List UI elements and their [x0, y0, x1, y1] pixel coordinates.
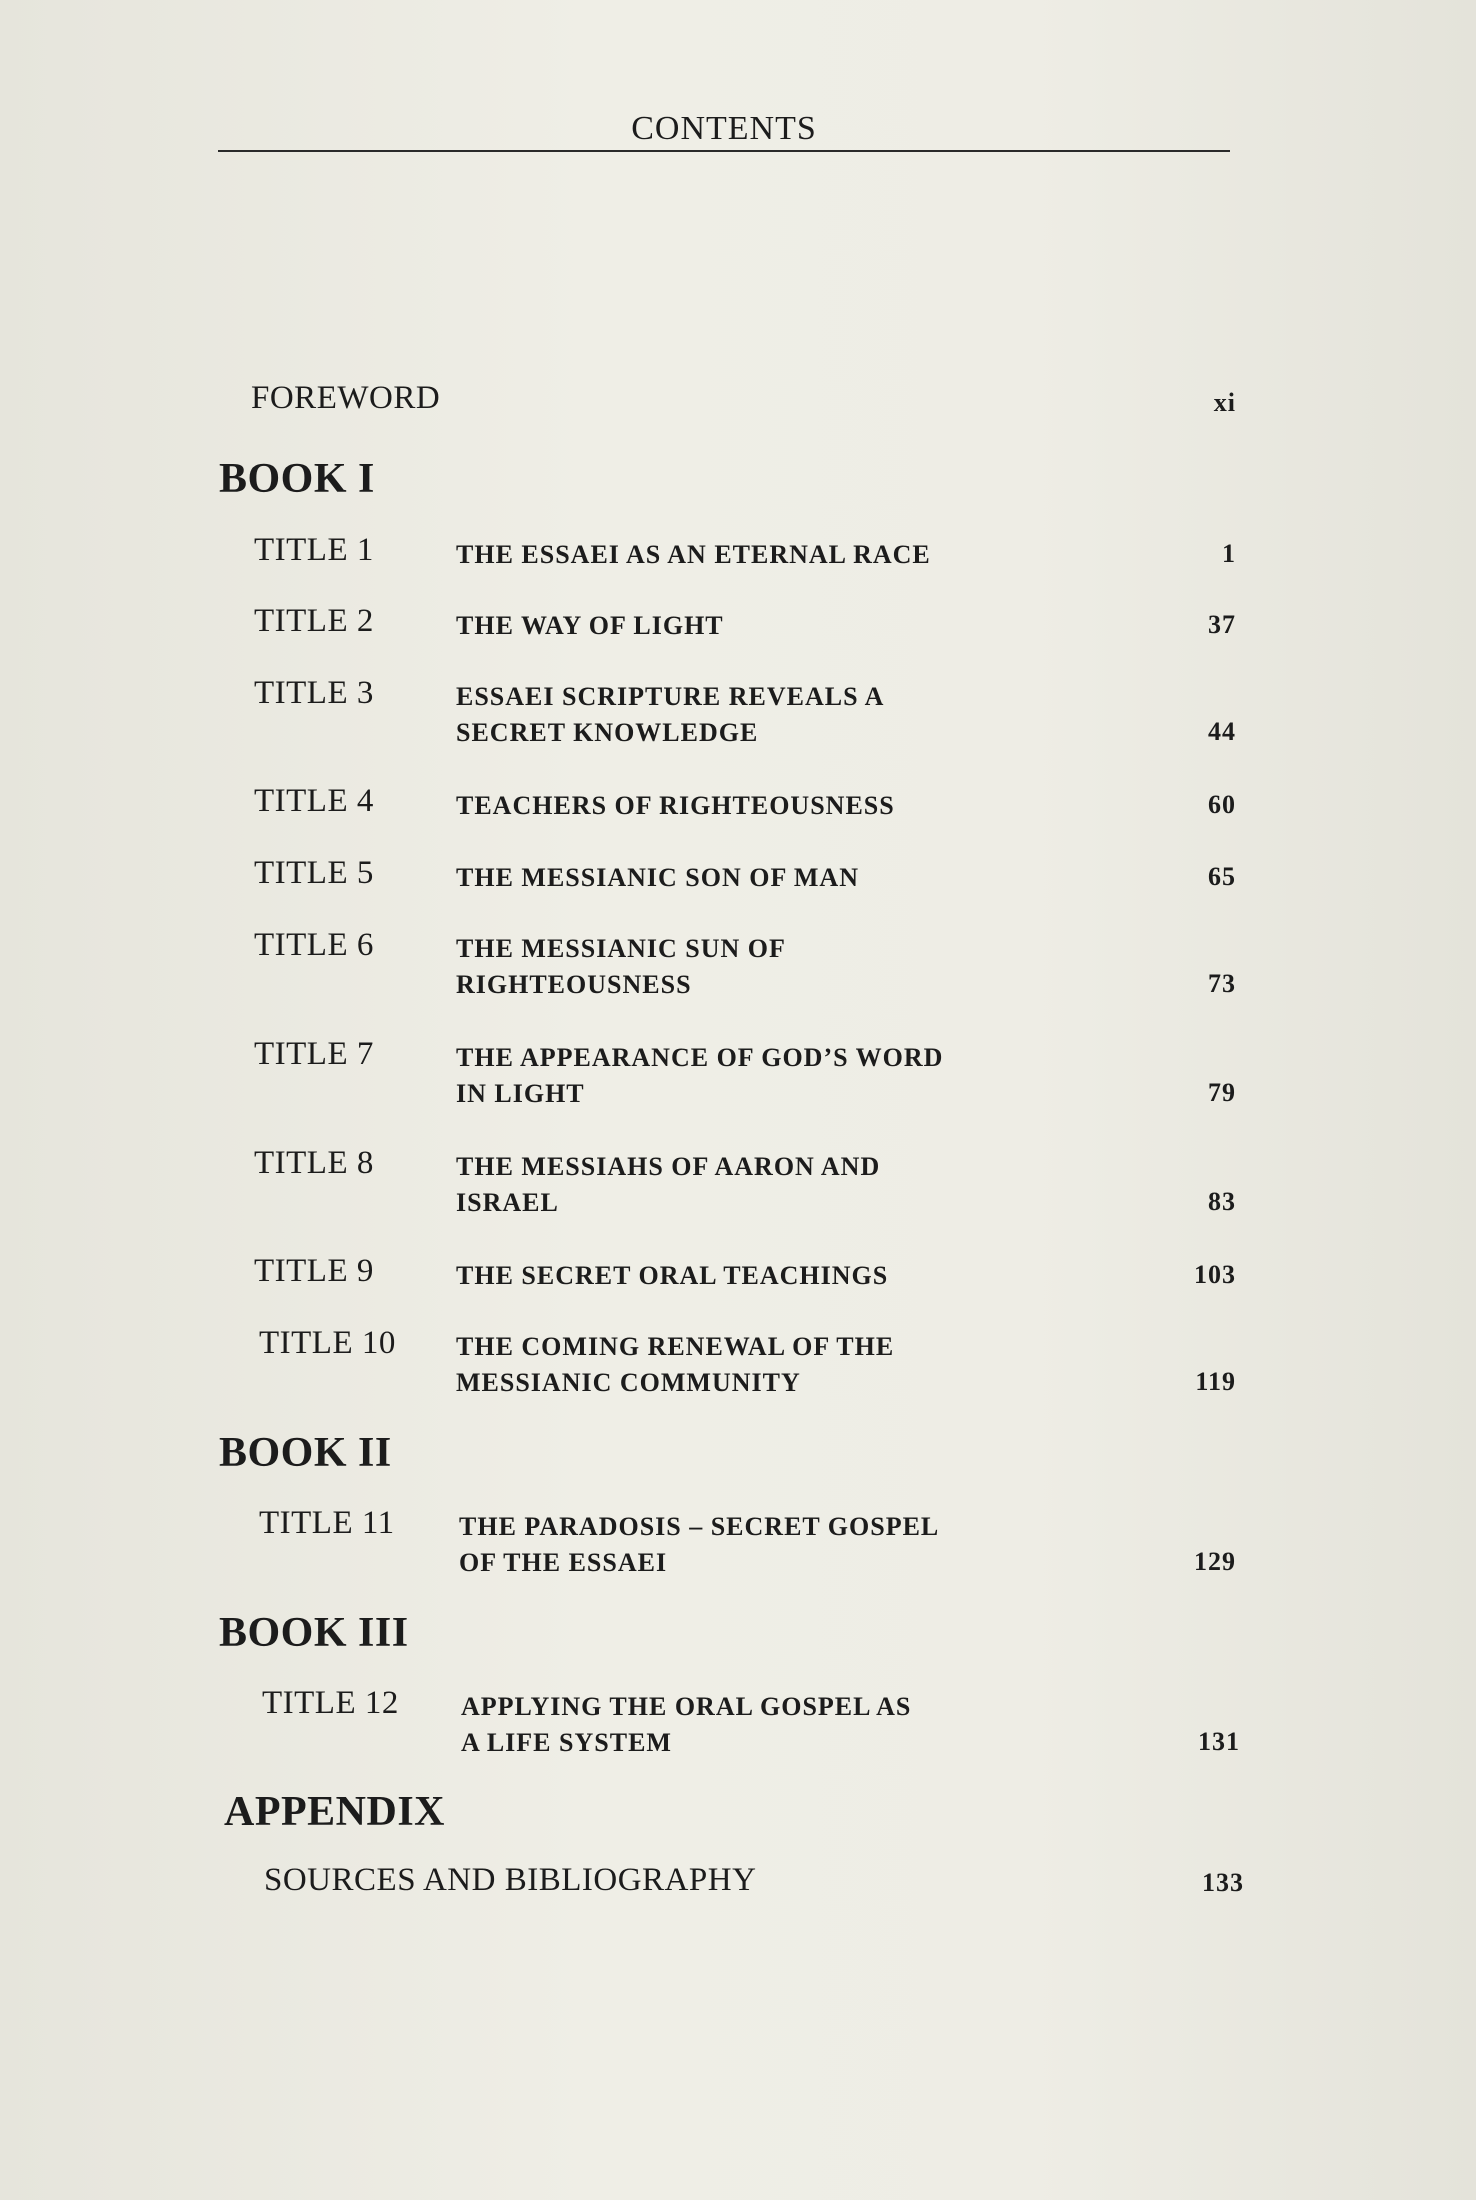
toc-page-number: 73 — [1208, 969, 1236, 998]
title-label: TITLE 2 — [254, 603, 374, 639]
toc-page-number: 131 — [1198, 1727, 1240, 1756]
toc-page-number: 65 — [1208, 862, 1236, 891]
toc-entry-label: SOURCES AND BIBLIOGRAPHY — [264, 1862, 757, 1898]
title-label: TITLE 9 — [254, 1253, 374, 1289]
title-text — [456, 1258, 1096, 1294]
title-text — [456, 537, 1096, 573]
title-label: TITLE 11 — [259, 1505, 395, 1541]
title-line: THE MESSIANIC SON OF MAN — [456, 863, 859, 892]
title-label: TITLE 12 — [262, 1685, 399, 1721]
toc-page-number: 1 — [1222, 539, 1236, 568]
title-text — [456, 608, 1096, 644]
toc-page-number: 83 — [1208, 1187, 1236, 1216]
title-label: TITLE 5 — [254, 855, 374, 891]
book-heading: BOOK I — [219, 456, 375, 502]
toc-page-number: 60 — [1208, 790, 1236, 819]
title-label: TITLE 10 — [259, 1325, 396, 1361]
title-line: ISRAEL — [456, 1188, 559, 1217]
appendix-heading: APPENDIX — [224, 1789, 445, 1835]
toc-page-number: 79 — [1208, 1078, 1236, 1107]
title-line: ESSAEI SCRIPTURE REVEALS A — [456, 682, 885, 711]
title-label: TITLE 7 — [254, 1036, 374, 1072]
title-line: THE ESSAEI AS AN ETERNAL RACE — [456, 540, 931, 569]
toc-page-number: 37 — [1208, 610, 1236, 639]
title-line: THE APPEARANCE OF GOD’S WORD — [456, 1043, 944, 1072]
title-label: TITLE 6 — [254, 927, 374, 963]
title-text — [456, 788, 1096, 824]
title-label: TITLE 8 — [254, 1145, 374, 1181]
title-line: IN LIGHT — [456, 1079, 585, 1108]
title-line: THE COMING RENEWAL OF THE — [456, 1332, 895, 1361]
title-line: THE PARADOSIS – SECRET GOSPEL — [459, 1512, 940, 1541]
title-label: TITLE 4 — [254, 783, 374, 819]
toc-page-number: 129 — [1194, 1547, 1236, 1576]
title-line: APPLYING THE ORAL GOSPEL AS — [461, 1692, 912, 1721]
contents-header — [218, 104, 1230, 152]
title-line: THE SECRET ORAL TEACHINGS — [456, 1261, 889, 1290]
title-label: TITLE 3 — [254, 675, 374, 711]
title-line: OF THE ESSAEI — [459, 1548, 668, 1577]
toc-page-number: 103 — [1194, 1260, 1236, 1289]
page-title: CONTENTS — [631, 110, 817, 147]
title-line: TEACHERS OF RIGHTEOUSNESS — [456, 791, 895, 820]
toc-page-number: 44 — [1208, 717, 1236, 746]
toc-page-number: 133 — [1202, 1868, 1244, 1897]
book-heading: BOOK II — [219, 1430, 392, 1476]
title-line: SECRET KNOWLEDGE — [456, 718, 759, 747]
toc-entry-label: FOREWORD — [251, 380, 441, 416]
toc-page-number: xi — [1213, 388, 1236, 417]
title-line: THE MESSIAHS OF AARON AND — [456, 1152, 881, 1181]
title-text — [459, 1509, 1099, 1581]
toc-page-number: 119 — [1195, 1367, 1236, 1396]
title-text — [461, 1689, 1101, 1761]
title-line: THE WAY OF LIGHT — [456, 611, 724, 640]
title-text — [456, 860, 1096, 896]
title-text — [456, 931, 1096, 1003]
title-line: RIGHTEOUSNESS — [456, 970, 692, 999]
title-text — [456, 679, 1096, 751]
title-line: THE MESSIANIC SUN OF — [456, 934, 786, 963]
title-line: MESSIANIC COMMUNITY — [456, 1368, 801, 1397]
book-heading: BOOK III — [219, 1610, 409, 1656]
title-label: TITLE 1 — [254, 532, 374, 568]
title-text — [456, 1329, 1096, 1401]
title-text — [456, 1040, 1096, 1112]
title-line: A LIFE SYSTEM — [461, 1728, 672, 1757]
title-text — [456, 1149, 1096, 1221]
